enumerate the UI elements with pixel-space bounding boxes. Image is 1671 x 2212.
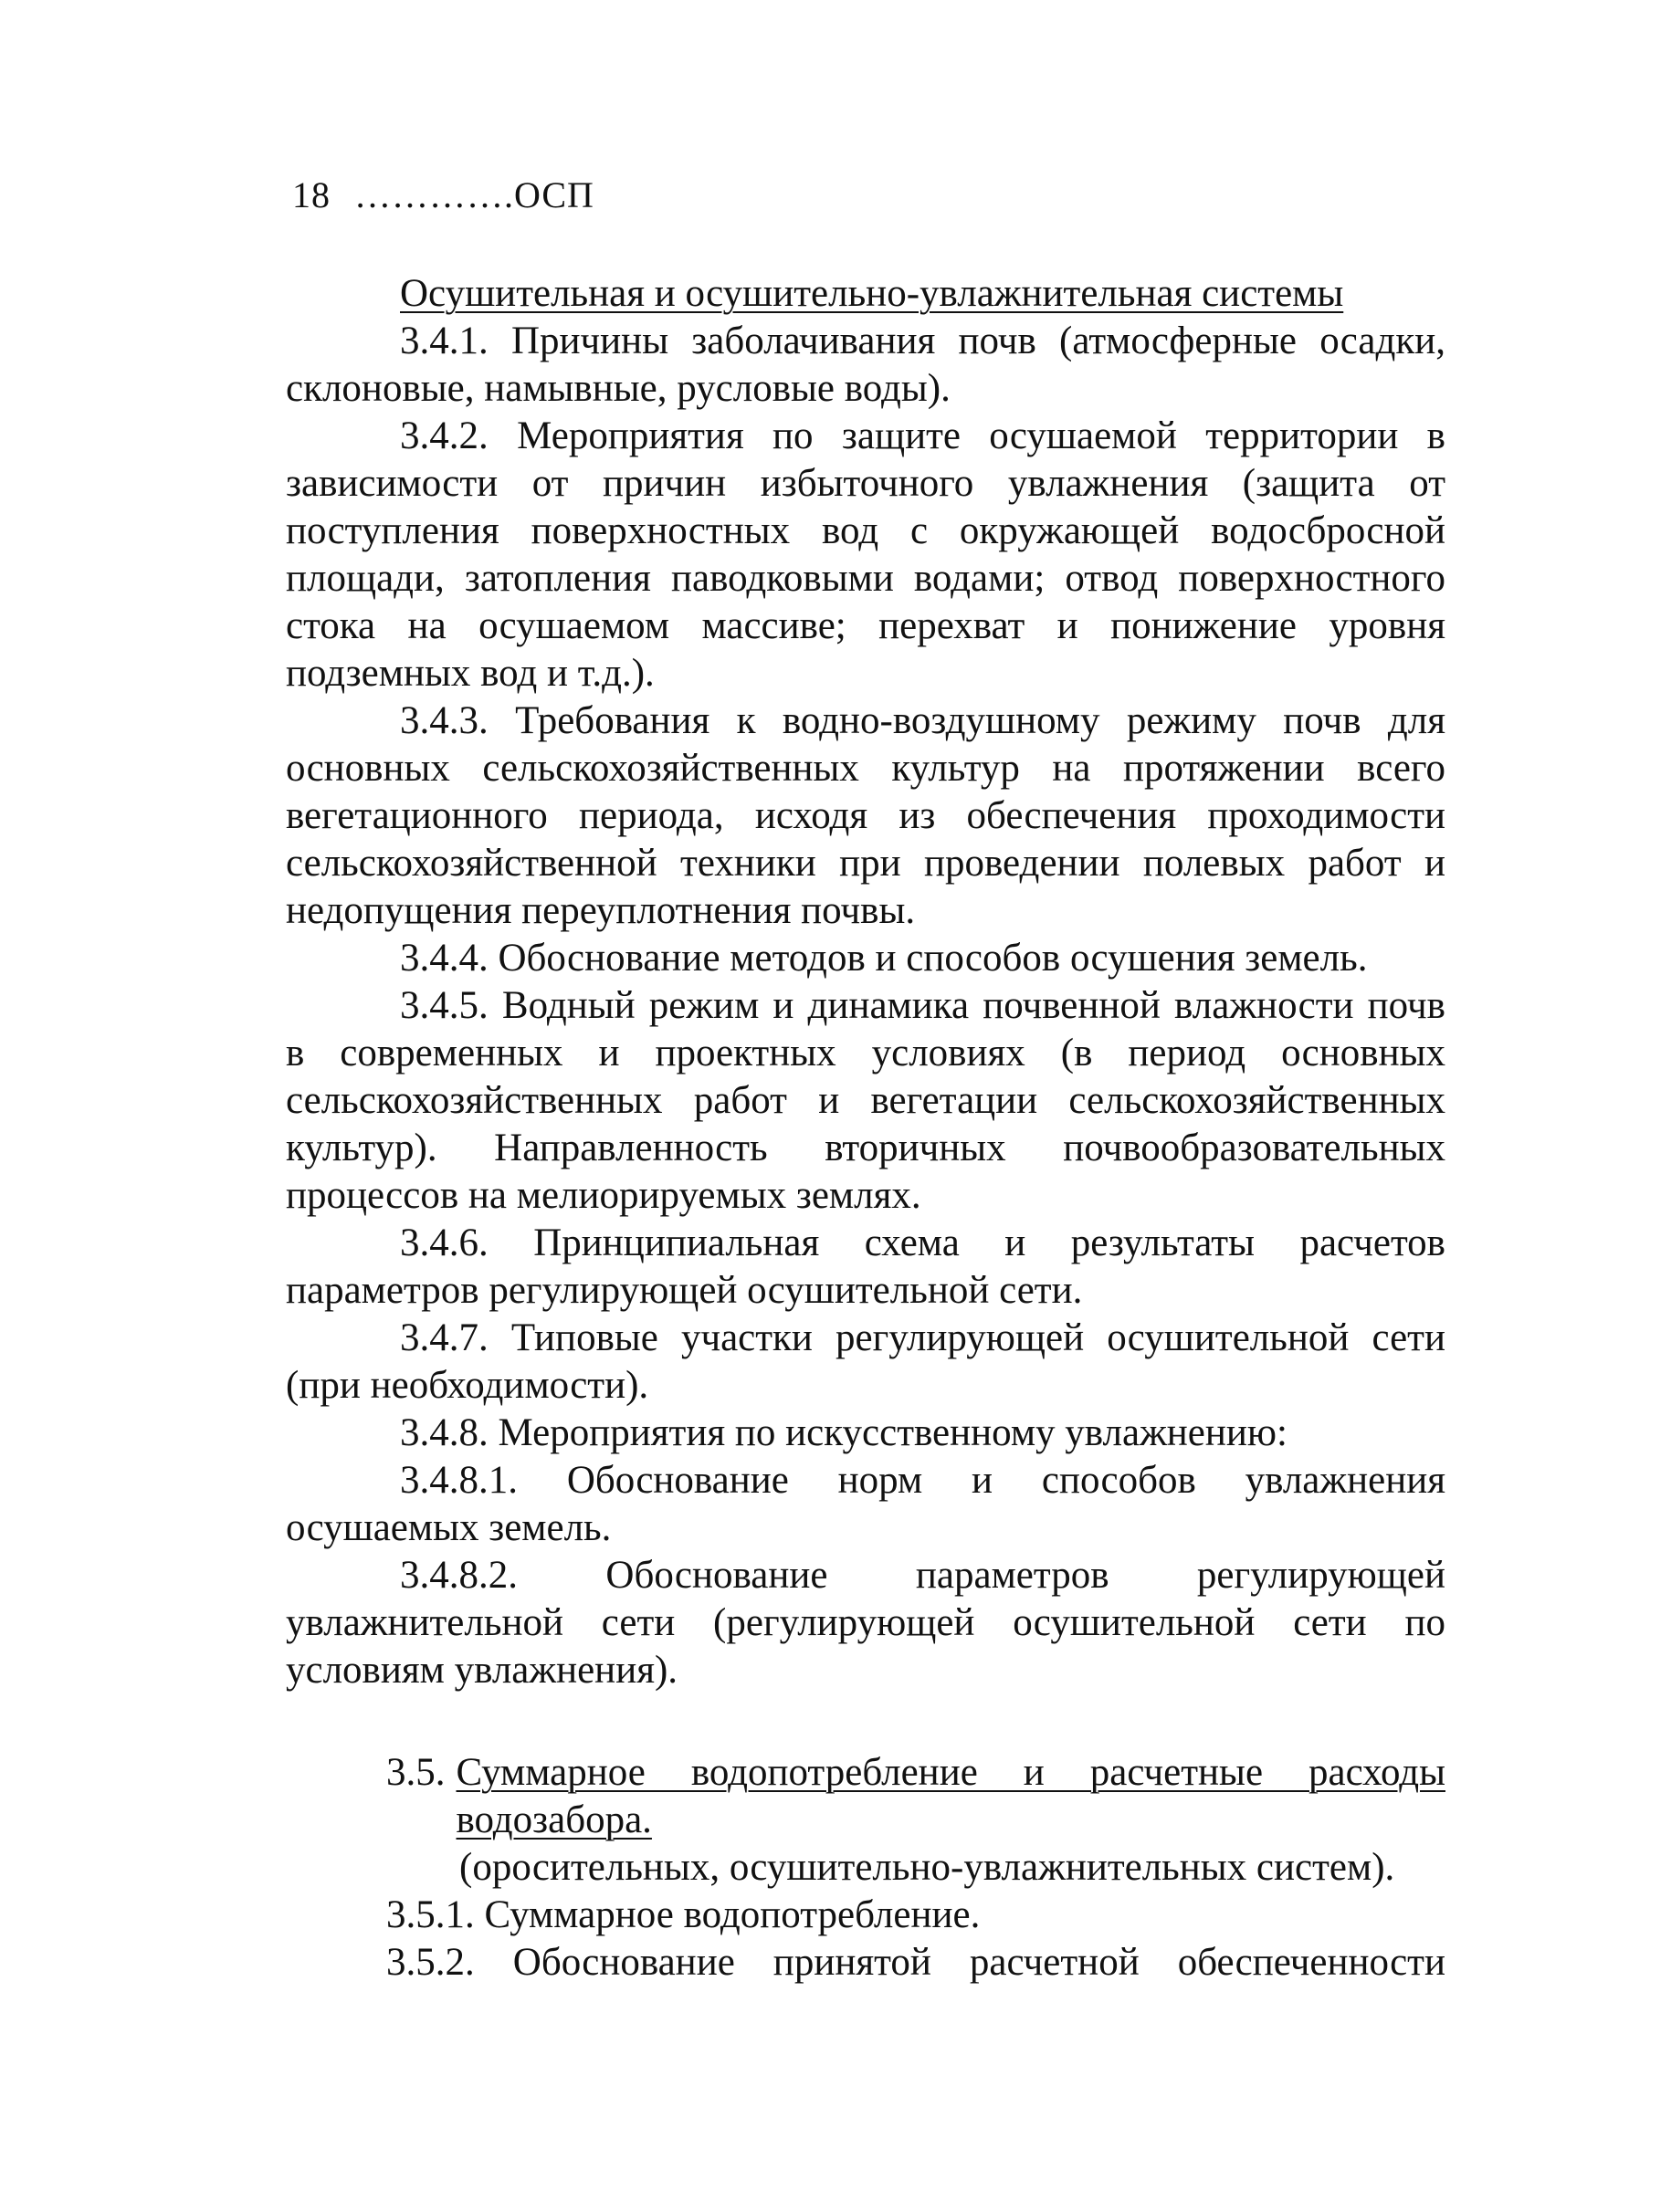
paragraph-3-4-4: 3.4.4. Обоснование методов и способов осушения земель. xyxy=(400,937,1368,980)
paragraph-3-4-8-1: 3.4.8.1. Обоснование норм и способов увлажнения осушаемых земель. xyxy=(286,1459,1445,1549)
section-gap xyxy=(286,1694,1445,1749)
running-head xyxy=(292,173,594,216)
paragraph-3-4-3: 3.4.3. Требования к водно-воздушному режиму почв для основных сельскохозяйственных культур на протяжении всего вегетационного периода, исходя из обеспечения проходимости сельскохозяйственной техники при проведении полевых работ и недопущения переуплотнения почвы. xyxy=(286,699,1445,932)
section-title: Осушительная и осушительно-увлажнительная системы xyxy=(400,272,1344,315)
paragraph-3-4-5: 3.4.5. Водный режим и динамика почвенной влажности почв в современных и проектных условиях (в период основных сельскохозяйственных работ и вегетации сельскохозяйственных культур). Направленность вторичных почвообразовательных процессов на мелиорируемых землях. xyxy=(286,984,1445,1217)
subsection-number: 3.5. xyxy=(386,1751,446,1794)
item-3-5-1: 3.5.1. Суммарное водопотребление. xyxy=(386,1893,981,1936)
page-content xyxy=(286,270,1445,1987)
subsection-note: (оросительных, осушительно-увлажнительных систем). xyxy=(459,1846,1395,1889)
paragraph-3-4-2: 3.4.2. Мероприятия по защите осушаемой территории в зависимости от причин избыточного увлажнения (защита от поступления поверхностных вод с окружающей водосбросной площади, затопления паводковыми водами; отвод поверхностного стока на осушаемом массиве; перехват и понижение уровня подземных вод и т.д.). xyxy=(286,414,1445,695)
item-3-5-2: 3.5.2. Обоснование принятой расчетной обеспеченности xyxy=(386,1941,1445,1984)
document-code: ………….ОСП xyxy=(354,174,594,215)
subsection-title: Суммарное водопотребление и расчетные расходы водозабора. xyxy=(456,1751,1445,1841)
subsection-heading xyxy=(386,1749,1445,1844)
paragraph-3-4-8: 3.4.8. Мероприятия по искусственному увлажнению: xyxy=(400,1411,1287,1454)
paragraph-3-4-1: 3.4.1. Причины заболачивания почв (атмосферные осадки, склоновые, намывные, русловые воды). xyxy=(286,320,1445,410)
page-number: 18 xyxy=(292,174,331,215)
paragraph-3-4-7: 3.4.7. Типовые участки регулирующей осушительной сети (при необходимости). xyxy=(286,1316,1445,1407)
paragraph-3-4-6: 3.4.6. Принципиальная схема и результаты расчетов параметров регулирующей осушительной сети. xyxy=(286,1221,1445,1312)
paragraph-3-4-8-2: 3.4.8.2. Обоснование параметров регулирующей увлажнительной сети (регулирующей осушительной сети по условиям увлажнения). xyxy=(286,1554,1445,1692)
